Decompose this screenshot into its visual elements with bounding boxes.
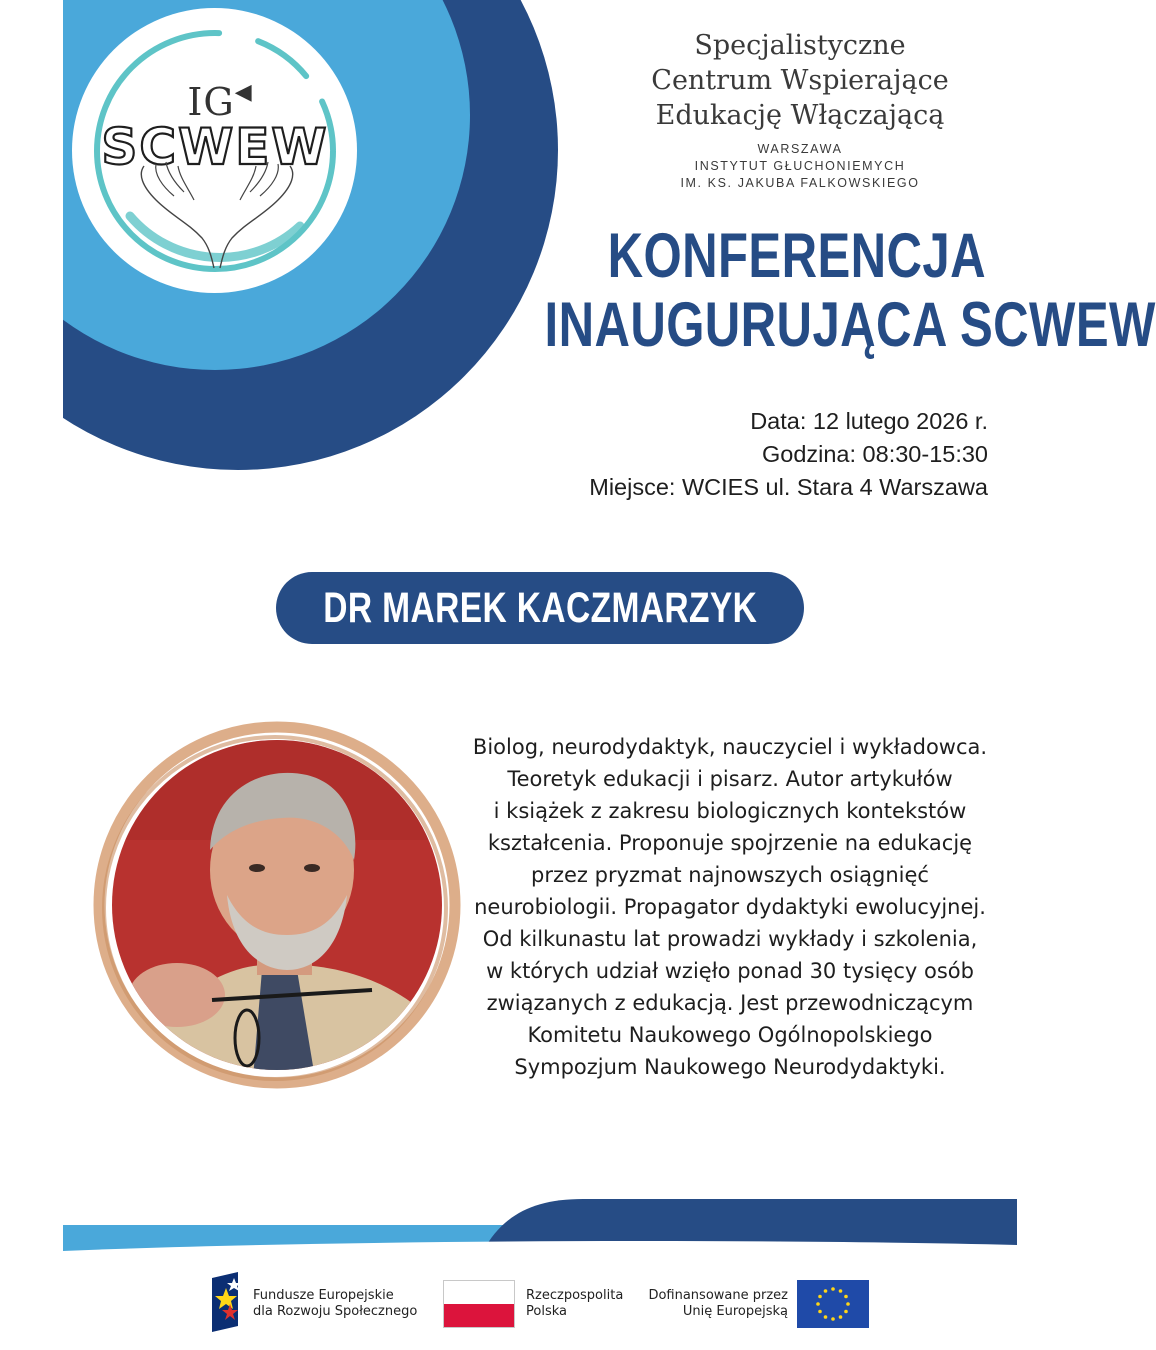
speaker-bio: [460, 731, 1000, 1083]
organisation-subtitle-line: IM. KS. JAKUBA FALKOWSKIEGO: [680, 176, 920, 190]
eu-star-icon: [818, 1295, 822, 1299]
event-details: [560, 405, 988, 504]
eu-star-icon: [816, 1302, 820, 1306]
event-title-line: INAUGURUJĄCA SCWEW: [544, 290, 1156, 360]
speaker-banner: [276, 572, 804, 644]
eu-star-icon: [831, 1317, 835, 1321]
eu-star-icon: [844, 1295, 848, 1299]
eu-star-icon: [818, 1310, 822, 1314]
polish-republic-label-line: Rzeczpospolita: [526, 1288, 624, 1303]
event-place: Miejsce: WCIES ul. Stara 4 Warszawa: [589, 474, 988, 500]
bio-line: związanych z edukacją. Jest przewodniczącym: [486, 991, 974, 1015]
event-date: Data: 12 lutego 2026 r.: [750, 408, 988, 434]
polish-republic-label-line: Polska: [526, 1304, 567, 1319]
bio-line: Sympozjum Naukowego Neurodydaktyki.: [514, 1055, 946, 1079]
bio-line: i książek z zakresu biologicznych kontekstów: [493, 799, 967, 823]
eu-funding-label: [640, 1288, 788, 1320]
left-margin: [0, 0, 63, 1350]
event-title: [544, 221, 1156, 360]
organisation-name-line: Centrum Wspierające: [651, 65, 949, 96]
bio-line: w których udział wzięło ponad 30 tysięcy osób: [486, 959, 974, 983]
bio-line: Od kilkunastu lat prowadzi wykłady i szkolenia,: [482, 927, 978, 951]
eu-star-icon: [831, 1287, 835, 1291]
european-funds-icon: [208, 1270, 246, 1334]
polish-republic-label: [526, 1288, 646, 1320]
european-funds-label: [253, 1288, 443, 1320]
organisation-name-line: Specjalistyczne: [694, 30, 906, 61]
european-funds-label-line: Fundusze Europejskie: [253, 1288, 394, 1303]
organisation-name: [640, 28, 960, 133]
eu-funding-label-line: Dofinansowane przez: [648, 1288, 788, 1303]
event-title-line: KONFERENCJA: [607, 221, 986, 291]
organisation-name-line: Edukację Włączającą: [655, 100, 945, 131]
eu-star-icon: [824, 1289, 828, 1293]
eu-star-icon: [839, 1289, 843, 1293]
bio-line: neurobiologii. Propagator dydaktyki ewolucyjnej.: [474, 895, 986, 919]
eu-star-icon: [844, 1310, 848, 1314]
hands-icon: [132, 160, 302, 270]
logo-wordmark: SCWEW: [101, 118, 329, 176]
organisation-subtitle-line: WARSZAWA: [757, 142, 843, 156]
footer-band: [63, 1195, 1017, 1255]
organisation-subtitle-line: INSTYTUT GŁUCHONIEMYCH: [694, 159, 906, 173]
european-funds-label-line: dla Rozwoju Społecznego: [253, 1304, 418, 1319]
bio-line: przez pryzmat najnowszych osiągnięć: [531, 863, 929, 887]
polish-flag-red: [444, 1304, 514, 1327]
logo-ig-label: IG: [187, 80, 235, 124]
polish-flag-icon: [443, 1280, 515, 1328]
eu-star-icon: [846, 1302, 850, 1306]
eu-funding-label-line: Unię Europejską: [682, 1304, 788, 1319]
organisation-subtitle: [640, 141, 960, 192]
speaker-portrait: [92, 720, 462, 1090]
bio-line: Teoretyk edukacji i pisarz. Autor artykułów: [507, 767, 953, 791]
polish-flag-white: [444, 1281, 514, 1304]
bio-line: kształcenia. Proponuje spojrzenie na edukację: [487, 831, 973, 855]
eu-star-icon: [824, 1315, 828, 1319]
megaphone-icon: ◀: [234, 80, 253, 105]
bio-line: Biolog, neurodydaktyk, nauczyciel i wykładowca.: [472, 735, 988, 759]
event-time: Godzina: 08:30-15:30: [761, 441, 988, 467]
speaker-name: DR MAREK KACZMARZYK: [322, 583, 758, 632]
eu-star-icon: [839, 1315, 843, 1319]
bio-line: Komitetu Naukowego Ogólnopolskiego: [527, 1023, 933, 1047]
eu-flag-icon: [797, 1280, 869, 1328]
